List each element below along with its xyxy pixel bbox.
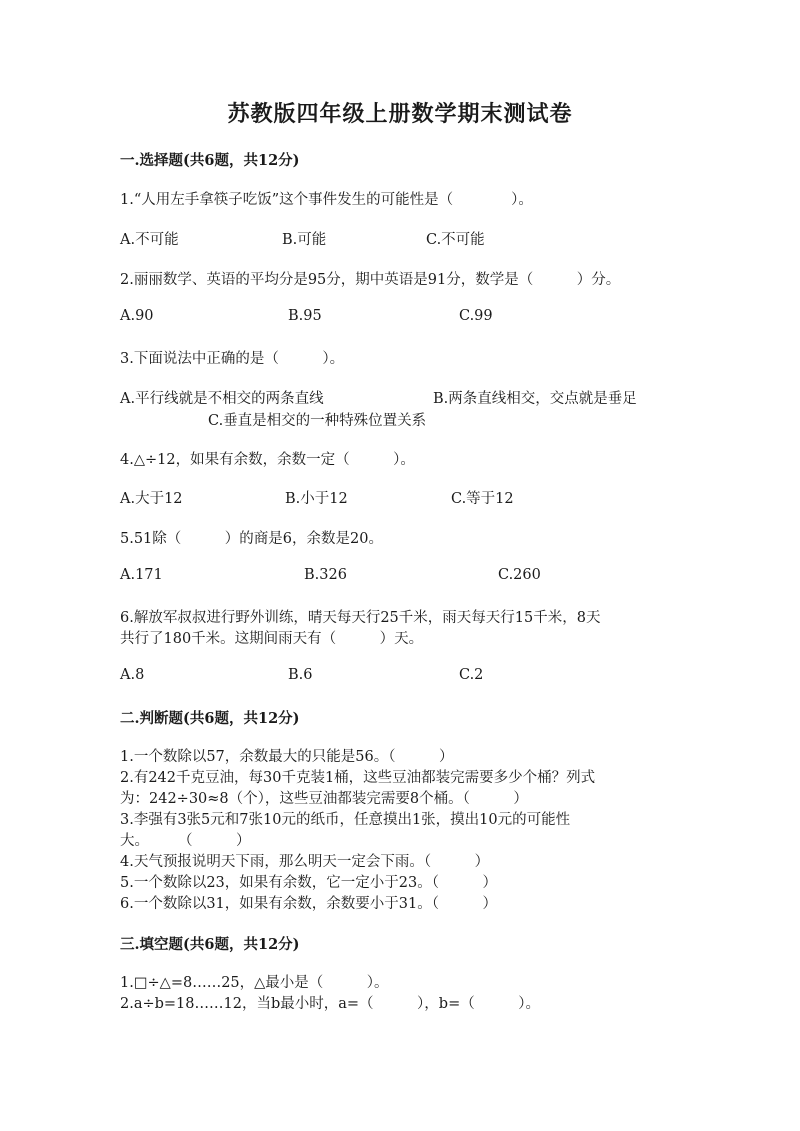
section-heading-judgement: 二.判断题(共6题，共12分): [120, 710, 300, 727]
option-c: C.2: [459, 667, 484, 683]
option-a: A.平行线就是不相交的两条直线: [120, 391, 324, 407]
option-b: B.两条直线相交，交点就是垂足: [433, 391, 637, 407]
section-heading-choice: 一.选择题(共6题，共12分): [120, 152, 300, 169]
page-title: 苏教版四年级上册数学期末测试卷: [227, 101, 573, 127]
option-c: C.等于12: [451, 491, 514, 507]
fill-blank-line: 2.a÷b=18……12，当b最小时，a=（ ），b=（ ）。: [120, 996, 540, 1012]
fill-blank-line: 1.□÷△=8……25，△最小是（ ）。: [120, 975, 389, 991]
option-b: B.326: [304, 567, 347, 583]
option-b: B.小于12: [285, 491, 348, 507]
question-stem: 6.解放军叔叔进行野外训练，晴天每天行25千米，雨天每天行15千米，8天: [120, 610, 601, 626]
judgement-line: 大。 （ ）: [120, 833, 251, 849]
option-a: A.171: [120, 567, 163, 583]
option-a: A.8: [120, 667, 145, 683]
judgement-line: 5.一个数除以23，如果有余数，它一定小于23。（ ）: [120, 875, 497, 891]
judgement-line: 2.有242千克豆油，每30千克装1桶，这些豆油都装完需要多少个桶？列式: [120, 770, 596, 786]
option-a: A.90: [120, 308, 154, 324]
question-stem-continued: 共行了180千米。这期间雨天有（ ）天。: [120, 631, 424, 647]
option-c: C.垂直是相交的一种特殊位置关系: [208, 413, 427, 429]
question-stem: 3.下面说法中正确的是（ ）。: [120, 351, 345, 367]
option-a: A.大于12: [120, 491, 183, 507]
judgement-line: 1.一个数除以57，余数最大的只能是56。（ ）: [120, 749, 454, 765]
judgement-line: 6.一个数除以31，如果有余数，余数要小于31。（ ）: [120, 896, 497, 912]
option-a: A.不可能: [120, 232, 179, 248]
section-heading-fill-blank: 三.填空题(共6题，共12分): [120, 936, 300, 953]
option-b: B.95: [288, 308, 322, 324]
question-stem: 2.丽丽数学、英语的平均分是95分，期中英语是91分，数学是（ ）分。: [120, 272, 621, 288]
option-c: C.260: [498, 567, 541, 583]
option-b: B.6: [288, 667, 313, 683]
question-stem: 5.51除（ ）的商是6，余数是20。: [120, 531, 383, 547]
judgement-line: 为：242÷30≈8（个），这些豆油都装完需要8个桶。（ ）: [120, 791, 528, 807]
judgement-line: 3.李强有3张5元和7张10元的纸币，任意摸出1张，摸出10元的可能性: [120, 812, 571, 828]
option-c: C.99: [459, 308, 493, 324]
judgement-line: 4.天气预报说明天下雨，那么明天一定会下雨。（ ）: [120, 854, 490, 870]
question-stem: 4.△÷12，如果有余数，余数一定（ ）。: [120, 452, 415, 468]
option-b: B.可能: [282, 232, 327, 248]
option-c: C.不可能: [426, 232, 485, 248]
question-stem: 1.“人用左手拿筷子吃饭”这个事件发生的可能性是（ ）。: [120, 192, 533, 208]
